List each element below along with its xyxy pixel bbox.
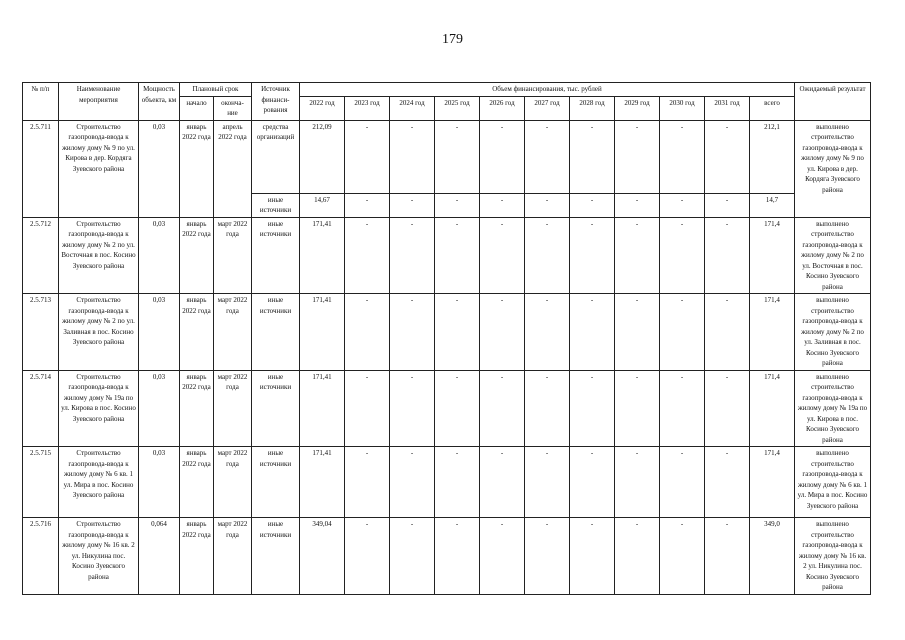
row-value-2027: - — [525, 193, 570, 217]
row-value-2030: - — [660, 217, 705, 294]
row-value-2024: - — [390, 120, 435, 193]
row-value-2031: - — [705, 217, 750, 294]
row-name: Строительство газопровода-ввода к жилому дому № 19а по ул. Кирова в пос. Косино Зуевского района — [59, 370, 139, 447]
row-num: 2.5.714 — [23, 370, 59, 447]
row-value-2030: - — [660, 120, 705, 193]
row-value-2025: - — [435, 518, 480, 595]
row-value-2026: - — [480, 193, 525, 217]
row-value-2029: - — [615, 120, 660, 193]
row-value-2027: - — [525, 294, 570, 371]
row-source: иные источники — [252, 447, 300, 518]
row-value-2028: - — [570, 370, 615, 447]
row-value-2026: - — [480, 217, 525, 294]
header-year: 2030 год — [660, 96, 705, 120]
row-value-2024: - — [390, 447, 435, 518]
row-value-2025: - — [435, 217, 480, 294]
row-value-2027: - — [525, 217, 570, 294]
row-value-2025: - — [435, 193, 480, 217]
row-value-2026: - — [480, 370, 525, 447]
header-year: 2031 год — [705, 96, 750, 120]
row-value-2025: - — [435, 370, 480, 447]
table-row — [23, 294, 871, 371]
header-year: 2029 год — [615, 96, 660, 120]
row-value-2031: - — [705, 120, 750, 193]
row-value-2026: - — [480, 447, 525, 518]
row-value-2024: - — [390, 294, 435, 371]
row-name: Строительство газопровода-ввода к жилому дому № 16 кв. 2 ул. Никулина пос. Косино Зуевского района — [59, 518, 139, 595]
row-value-2026: - — [480, 120, 525, 193]
header-name: Наименование мероприятия — [59, 83, 139, 121]
row-end: март 2022 года — [214, 294, 252, 371]
row-value-2022: 171,41 — [300, 294, 345, 371]
header-power: Мощность объекта, км — [139, 83, 180, 121]
row-num: 2.5.715 — [23, 447, 59, 518]
table-row — [23, 447, 871, 518]
row-value-2026: - — [480, 294, 525, 371]
row-value-2023: - — [345, 294, 390, 371]
row-value-2028: - — [570, 193, 615, 217]
row-value-2024: - — [390, 217, 435, 294]
row-num: 2.5.711 — [23, 120, 59, 217]
header-year: 2023 год — [345, 96, 390, 120]
row-value-2031: - — [705, 518, 750, 595]
header-source: Источник финанси-рования — [252, 83, 300, 121]
row-value-2029: - — [615, 193, 660, 217]
row-value-2026: - — [480, 518, 525, 595]
row-value-2023: - — [345, 518, 390, 595]
row-value-2030: - — [660, 193, 705, 217]
row-end: март 2022 года — [214, 217, 252, 294]
row-name: Строительство газопровода-ввода к жилому дому № 9 по ул. Кирова в дер. Кордяга Зуевского района — [59, 120, 139, 217]
header-year: 2027 год — [525, 96, 570, 120]
row-value-total: 171,4 — [750, 294, 795, 371]
header-total: всего — [750, 96, 795, 120]
header-end: оконча-ние — [214, 96, 252, 120]
row-value-2022: 14,67 — [300, 193, 345, 217]
row-start: январь 2022 года — [180, 370, 214, 447]
row-value-2030: - — [660, 294, 705, 371]
header-plan-term: Плановый срок — [180, 83, 252, 97]
header-year: 2028 год — [570, 96, 615, 120]
row-value-2022: 171,41 — [300, 217, 345, 294]
row-power: 0,03 — [139, 447, 180, 518]
row-value-2031: - — [705, 370, 750, 447]
row-value-2022: 171,41 — [300, 447, 345, 518]
header-num: № п/п — [23, 83, 59, 121]
row-value-2025: - — [435, 447, 480, 518]
row-value-2022: 171,41 — [300, 370, 345, 447]
row-value-2022: 349,04 — [300, 518, 345, 595]
row-value-total: 171,4 — [750, 370, 795, 447]
row-end: апрель 2022 года — [214, 120, 252, 217]
row-start: январь 2022 года — [180, 294, 214, 371]
header-start: начало — [180, 96, 214, 120]
table-row — [23, 370, 871, 447]
row-value-2025: - — [435, 294, 480, 371]
row-value-total: 171,4 — [750, 447, 795, 518]
row-start: январь 2022 года — [180, 518, 214, 595]
financing-table — [22, 82, 871, 595]
row-value-2025: - — [435, 120, 480, 193]
row-value-2028: - — [570, 518, 615, 595]
row-value-2029: - — [615, 447, 660, 518]
page-number: 179 — [442, 32, 463, 47]
header-result: Ожидаемый результат — [795, 83, 871, 121]
row-result: выполнено строительство газопровода-ввода к жилому дому № 19а по ул. Кирова в пос. Косино Зуевского района — [795, 370, 871, 447]
row-name: Строительство газопровода-ввода к жилому дому № 2 по ул. Восточная в пос. Косино Зуевского района — [59, 217, 139, 294]
row-value-2029: - — [615, 370, 660, 447]
header-volume: Объем финансирования, тыс. рублей — [300, 83, 795, 97]
row-value-2027: - — [525, 447, 570, 518]
row-num: 2.5.713 — [23, 294, 59, 371]
row-power: 0,03 — [139, 370, 180, 447]
row-value-2022: 212,09 — [300, 120, 345, 193]
row-value-2028: - — [570, 294, 615, 371]
row-value-2024: - — [390, 518, 435, 595]
header-year: 2022 год — [300, 96, 345, 120]
row-start: январь 2022 года — [180, 447, 214, 518]
row-source: иные источники — [252, 294, 300, 371]
row-value-2031: - — [705, 447, 750, 518]
row-value-2030: - — [660, 447, 705, 518]
row-value-2024: - — [390, 370, 435, 447]
row-value-total: 212,1 — [750, 120, 795, 193]
row-end: март 2022 года — [214, 447, 252, 518]
row-value-2030: - — [660, 370, 705, 447]
row-value-2030: - — [660, 518, 705, 595]
row-value-2027: - — [525, 518, 570, 595]
row-result: выполнено строительство газопровода-ввода к жилому дому № 2 по ул. Заливная в пос. Косино Зуевского района — [795, 294, 871, 371]
row-value-2023: - — [345, 120, 390, 193]
row-result: выполнено строительство газопровода-ввода к жилому дому № 6 кв. 1 ул. Мира в пос. Косино Зуевского района — [795, 447, 871, 518]
row-value-total: 349,0 — [750, 518, 795, 595]
row-power: 0,03 — [139, 294, 180, 371]
row-result: выполнено строительство газопровода-ввода к жилому дому № 9 по ул. Кирова в дер. Кордяга Зуевского района — [795, 120, 871, 217]
row-value-2028: - — [570, 217, 615, 294]
row-value-2023: - — [345, 370, 390, 447]
row-end: март 2022 года — [214, 518, 252, 595]
row-source: иные источники — [252, 193, 300, 217]
row-start: январь 2022 года — [180, 217, 214, 294]
table-row — [23, 120, 871, 193]
row-value-2024: - — [390, 193, 435, 217]
table-body — [23, 120, 871, 594]
row-source: иные источники — [252, 518, 300, 595]
row-source: иные источники — [252, 370, 300, 447]
row-power: 0,03 — [139, 120, 180, 217]
row-value-2029: - — [615, 217, 660, 294]
row-source: средства организаций — [252, 120, 300, 193]
row-result: выполнено строительство газопровода-ввода к жилому дому № 2 по ул. Восточная в пос. Косино Зуевского района — [795, 217, 871, 294]
row-name: Строительство газопровода-ввода к жилому дому № 2 по ул. Заливная в пос. Косино Зуевского района — [59, 294, 139, 371]
row-value-2029: - — [615, 518, 660, 595]
row-name: Строительство газопровода-ввода к жилому дому № 6 кв. 1 ул. Мира в пос. Косино Зуевского района — [59, 447, 139, 518]
row-num: 2.5.716 — [23, 518, 59, 595]
row-power: 0,03 — [139, 217, 180, 294]
table-row — [23, 217, 871, 294]
row-value-2031: - — [705, 193, 750, 217]
row-value-2023: - — [345, 193, 390, 217]
row-value-2027: - — [525, 370, 570, 447]
header-year: 2026 год — [480, 96, 525, 120]
row-value-2028: - — [570, 120, 615, 193]
row-value-2027: - — [525, 120, 570, 193]
row-value-total: 171,4 — [750, 217, 795, 294]
row-value-total: 14,7 — [750, 193, 795, 217]
row-value-2023: - — [345, 217, 390, 294]
row-end: март 2022 года — [214, 370, 252, 447]
header-year: 2024 год — [390, 96, 435, 120]
table-header — [23, 83, 871, 121]
header-year: 2025 год — [435, 96, 480, 120]
table-row — [23, 518, 871, 595]
row-value-2029: - — [615, 294, 660, 371]
row-result: выполнено строительство газопровода-ввода к жилому дому № 16 кв. 2 ул. Никулина пос. Косино Зуевского района — [795, 518, 871, 595]
row-start: январь 2022 года — [180, 120, 214, 217]
row-num: 2.5.712 — [23, 217, 59, 294]
row-value-2031: - — [705, 294, 750, 371]
row-value-2028: - — [570, 447, 615, 518]
row-power: 0,064 — [139, 518, 180, 595]
row-value-2023: - — [345, 447, 390, 518]
row-source: иные источники — [252, 217, 300, 294]
